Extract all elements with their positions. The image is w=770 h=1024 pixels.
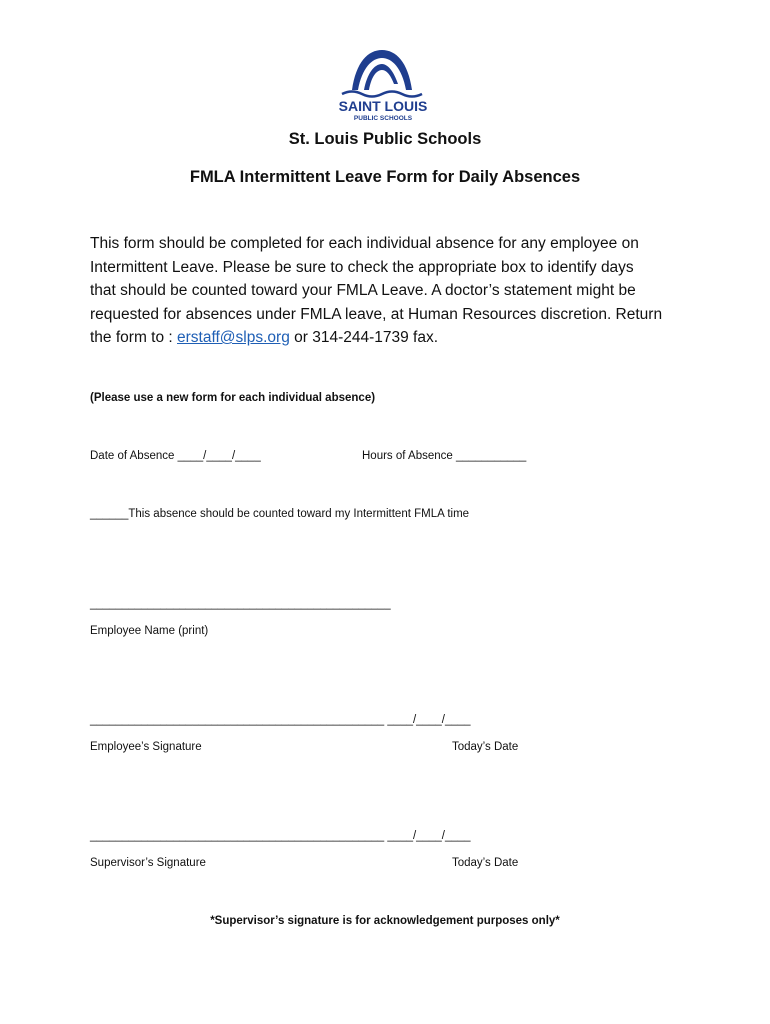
employee-signature-line[interactable]: ______________________________________________ ____/____/____ bbox=[90, 714, 471, 726]
supervisor-signature-line[interactable]: ______________________________________________ ____/____/____ bbox=[90, 830, 471, 842]
intro-line: This form should be completed for each individual absence for any employee on bbox=[90, 235, 639, 252]
intro-line: Intermittent Leave. Please be sure to check the appropriate box to identify days bbox=[90, 258, 634, 276]
intro-line: requested for absences under FMLA leave, at Human Resources discretion. Return bbox=[90, 305, 663, 323]
org-title: St. Louis Public Schools bbox=[288, 130, 482, 148]
supervisor-footnote: *Supervisor’s signature is for acknowledgement purposes only* bbox=[210, 915, 560, 927]
fmla-count-checkbox-line[interactable]: ______This absence should be counted toward my Intermittent FMLA time bbox=[90, 508, 470, 520]
date-of-absence-field[interactable]: Date of Absence ____/____/____ bbox=[90, 450, 261, 462]
intro-line: that should be counted toward your FMLA Leave. A doctor’s statement might be bbox=[90, 282, 636, 299]
email-link[interactable]: erstaff@slps.org bbox=[177, 329, 290, 346]
new-form-note: (Please use a new form for each individual absence) bbox=[90, 392, 376, 404]
supervisor-signature-label: Supervisor’s Signature bbox=[90, 857, 206, 869]
gateway-arch-icon bbox=[330, 48, 442, 124]
employee-name-label: Employee Name (print) bbox=[90, 625, 209, 637]
employee-signature-label: Employee’s Signature bbox=[90, 741, 202, 753]
employee-date-label: Today’s Date bbox=[452, 741, 519, 753]
supervisor-date-label: Today’s Date bbox=[452, 857, 519, 869]
saint-louis-public-schools-logo bbox=[330, 48, 442, 124]
hours-of-absence-field[interactable]: Hours of Absence ___________ bbox=[362, 450, 527, 462]
form-title: FMLA Intermittent Leave Form for Daily Absences bbox=[189, 168, 581, 186]
intro-line5-prefix: the form to : bbox=[90, 329, 178, 346]
logo-line2: PUBLIC SCHOOLS bbox=[353, 115, 413, 122]
intro-paragraph bbox=[90, 232, 690, 350]
intro-line bbox=[90, 326, 690, 350]
employee-name-line[interactable]: _______________________________________________ bbox=[90, 598, 391, 610]
logo-line1: SAINT LOUIS bbox=[338, 98, 428, 114]
intro-line5-suffix: or 314-244-1739 fax. bbox=[289, 329, 439, 346]
